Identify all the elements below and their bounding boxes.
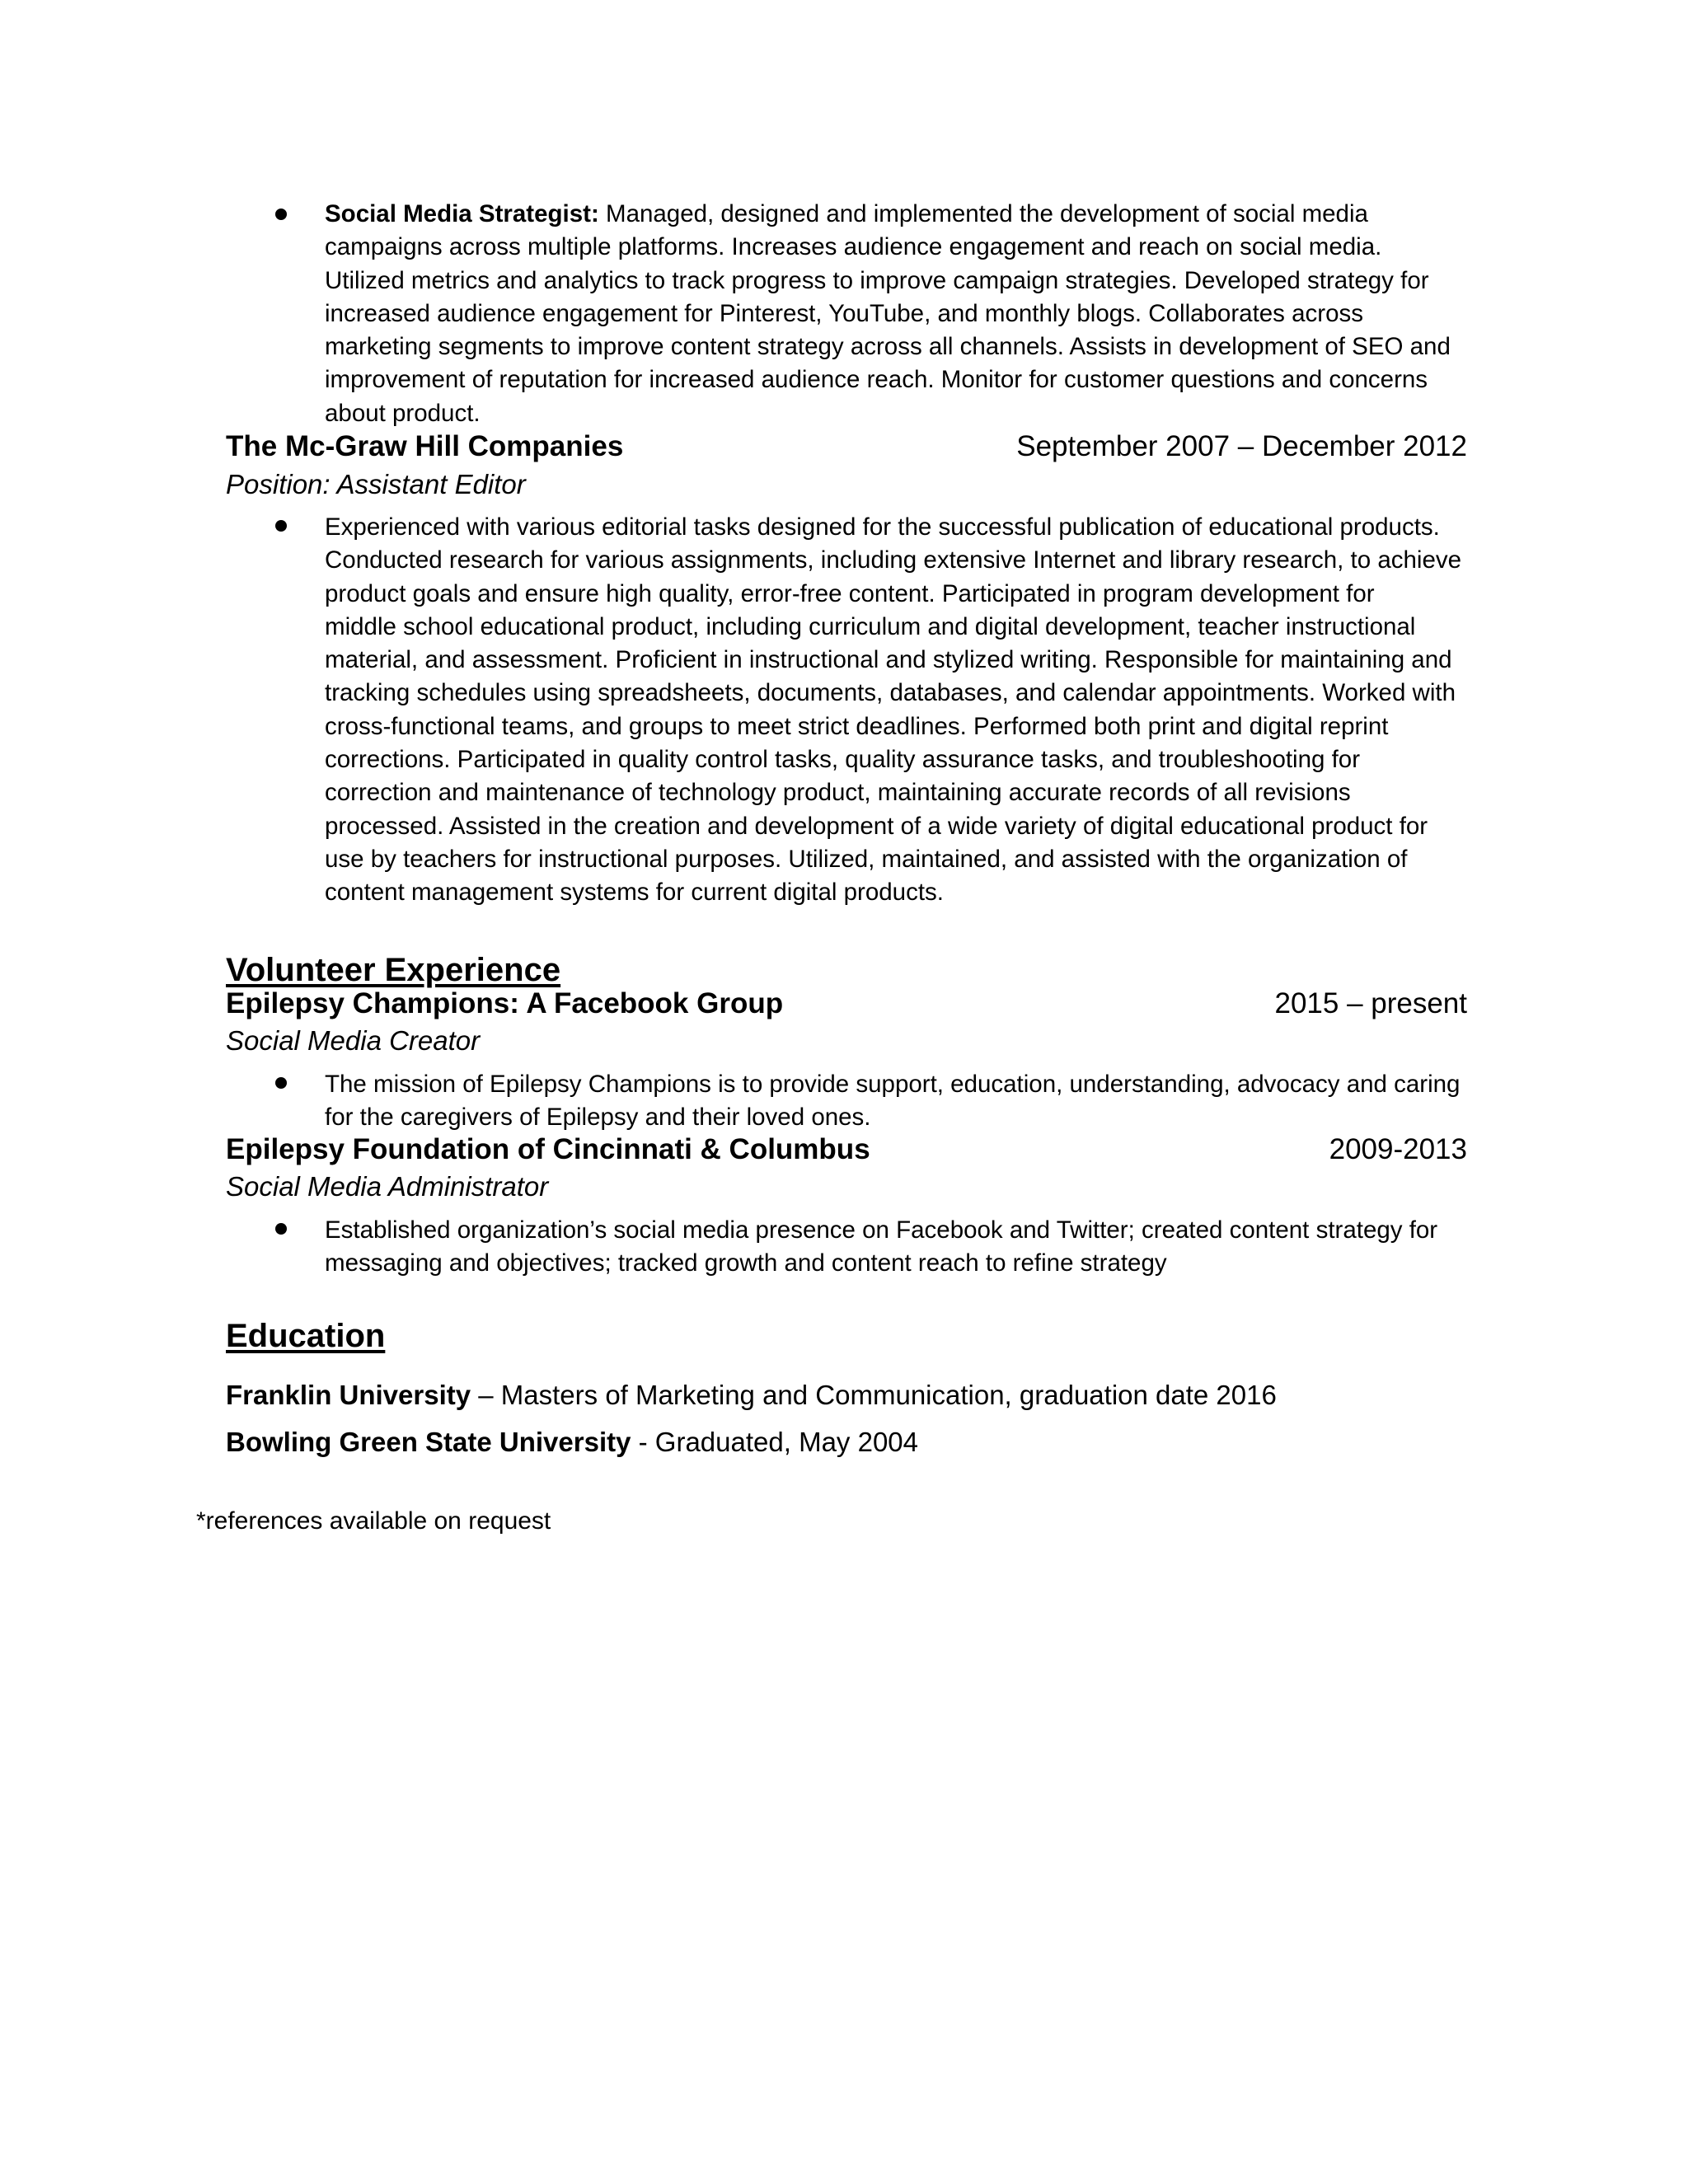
bullet-icon (275, 1223, 287, 1235)
volunteer-bullet: The mission of Epilepsy Champions is to provide support, education, understanding, advocacy and caring for the caregivers of Epilepsy and their loved ones. (325, 1071, 1461, 1132)
education-detail: - Graduated, May 2004 (631, 1427, 918, 1457)
job-position: Position: Assistant Editor (226, 469, 526, 499)
section-title-education: Education (226, 1318, 386, 1354)
assistant-editor-bullet: Experienced with various editorial tasks designed for the successful publication of educational products. Conducted research for various assignments, including extensive Internet and library research, to achieve product goals and ensure high quality, error-free content. Participated in program development for middle school educational product, including curriculum and digital development, teacher instructional material, and assessment. Proficient in instructional and stylized writing. Responsible for maintaining and tracking schedules using spreadsheets, documents, databases, and calendar appointments. Worked with cross-functional teams, and groups to meet strict deadlines. Performed both print and digital reprint corrections. Participated in quality control tasks, quality assurance tasks, and troubleshooting for correction and maintenance of technology product, maintaining accurate records of all revisions processed. Assisted in the creation and development of a wide variety of digital educational product for use by teachers for instructional purposes. Utilized, maintained, and assisted with the organization of content management systems for current digital products. (325, 513, 1462, 907)
school-name: Bowling Green State University (226, 1427, 631, 1457)
education-entry (226, 1378, 1277, 1413)
job-heading (226, 429, 1467, 465)
volunteer-dates: 2015 – present (1274, 987, 1467, 1019)
bullet-title: Social Media Strategist: (325, 200, 599, 227)
bullet-icon (275, 209, 287, 220)
bullet-text: Managed, designed and implemented the development of social media campaigns across multiple platforms. Increases audience engagement and reach on social media. Utilized metrics and analytics to track progress to improve campaign strategies. Developed strategy for increased audience engagement for Pinterest, YouTube, and monthly blogs. Collaborates across marketing segments to improve content strategy across all channels. Assists in development of SEO and improvement of reputation for increased audience reach. Monitor for customer questions and concerns about product. (325, 200, 1451, 427)
bullet-icon (275, 520, 287, 532)
employment-dates: September 2007 – December 2012 (1016, 430, 1467, 462)
references-note: *references available on request (196, 1507, 551, 1535)
volunteer-role: Social Media Administrator (226, 1171, 549, 1202)
organization-name: The Mc-Graw Hill Companies (226, 430, 624, 462)
volunteer-bullet: Established organization’s social media presence on Facebook and Twitter; created content strategy for messaging and objectives; tracked growth and content reach to refine strategy (325, 1216, 1438, 1277)
organization-name: Epilepsy Champions: A Facebook Group (226, 987, 784, 1019)
education-entry (226, 1425, 918, 1460)
section-title-volunteer: Volunteer Experience (226, 952, 561, 988)
organization-name: Epilepsy Foundation of Cincinnati & Columbus (226, 1133, 870, 1165)
volunteer-heading (226, 1132, 1467, 1168)
strategist-bullet (325, 198, 1495, 430)
school-name: Franklin University (226, 1380, 471, 1410)
bullet-icon (275, 1077, 287, 1089)
volunteer-heading (226, 986, 1467, 1022)
education-detail: – Masters of Marketing and Communication, graduation date 2016 (471, 1380, 1277, 1410)
volunteer-role: Social Media Creator (226, 1025, 481, 1056)
volunteer-dates: 2009-2013 (1329, 1133, 1467, 1165)
